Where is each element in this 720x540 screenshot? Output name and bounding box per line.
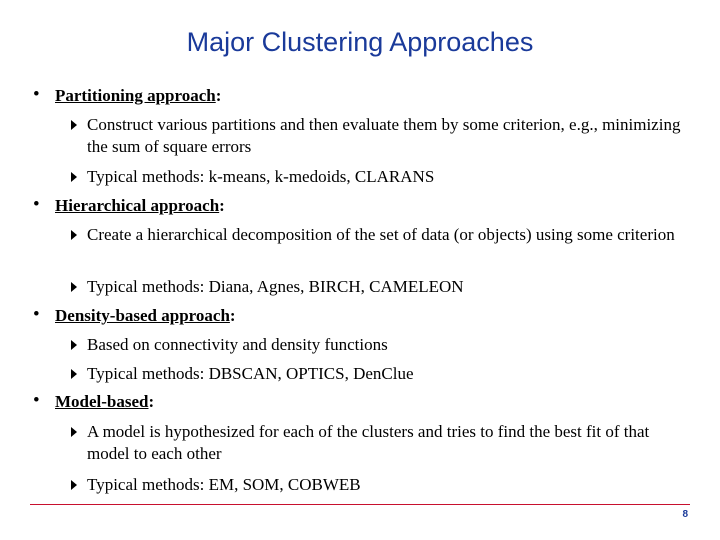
slide-title: Major Clustering Approaches xyxy=(186,27,534,57)
list-item: Typical methods: k-means, k-medoids, CLARANS xyxy=(87,167,435,186)
triangle-bullet-icon xyxy=(71,480,77,490)
triangle-bullet-icon xyxy=(71,172,77,182)
bullet-dot-icon: • xyxy=(33,390,40,411)
section-heading-partitioning: Partitioning approach: xyxy=(55,86,222,105)
list-item: Typical methods: EM, SOM, COBWEB xyxy=(87,475,361,494)
triangle-bullet-icon xyxy=(71,340,77,350)
section-heading-density: Density-based approach: xyxy=(55,306,236,325)
bullet-dot-icon: • xyxy=(33,194,40,215)
triangle-bullet-icon xyxy=(71,427,77,437)
triangle-bullet-icon xyxy=(71,230,77,240)
list-item: Typical methods: DBSCAN, OPTICS, DenClue xyxy=(87,364,414,383)
list-item: Based on connectivity and density functions xyxy=(87,335,388,354)
footer-divider xyxy=(30,504,690,505)
list-item: Typical methods: Diana, Agnes, BIRCH, CAMELEON xyxy=(87,277,464,296)
list-item: Construct various partitions and then evaluate them by some criterion, e.g., minimizing the sum of square errors xyxy=(87,115,681,156)
section-heading-hierarchical: Hierarchical approach: xyxy=(55,196,225,215)
bullet-dot-icon: • xyxy=(33,304,40,325)
list-item: A model is hypothesized for each of the clusters and tries to find the best fit of that model to each other xyxy=(87,422,650,463)
page-number: 8 xyxy=(682,509,688,520)
triangle-bullet-icon xyxy=(71,369,77,379)
triangle-bullet-icon xyxy=(71,282,77,292)
section-heading-model: Model-based: xyxy=(55,392,155,411)
bullet-dot-icon: • xyxy=(33,84,40,105)
list-item: Create a hierarchical decomposition of the set of data (or objects) using some criterion xyxy=(87,225,675,244)
triangle-bullet-icon xyxy=(71,120,77,130)
